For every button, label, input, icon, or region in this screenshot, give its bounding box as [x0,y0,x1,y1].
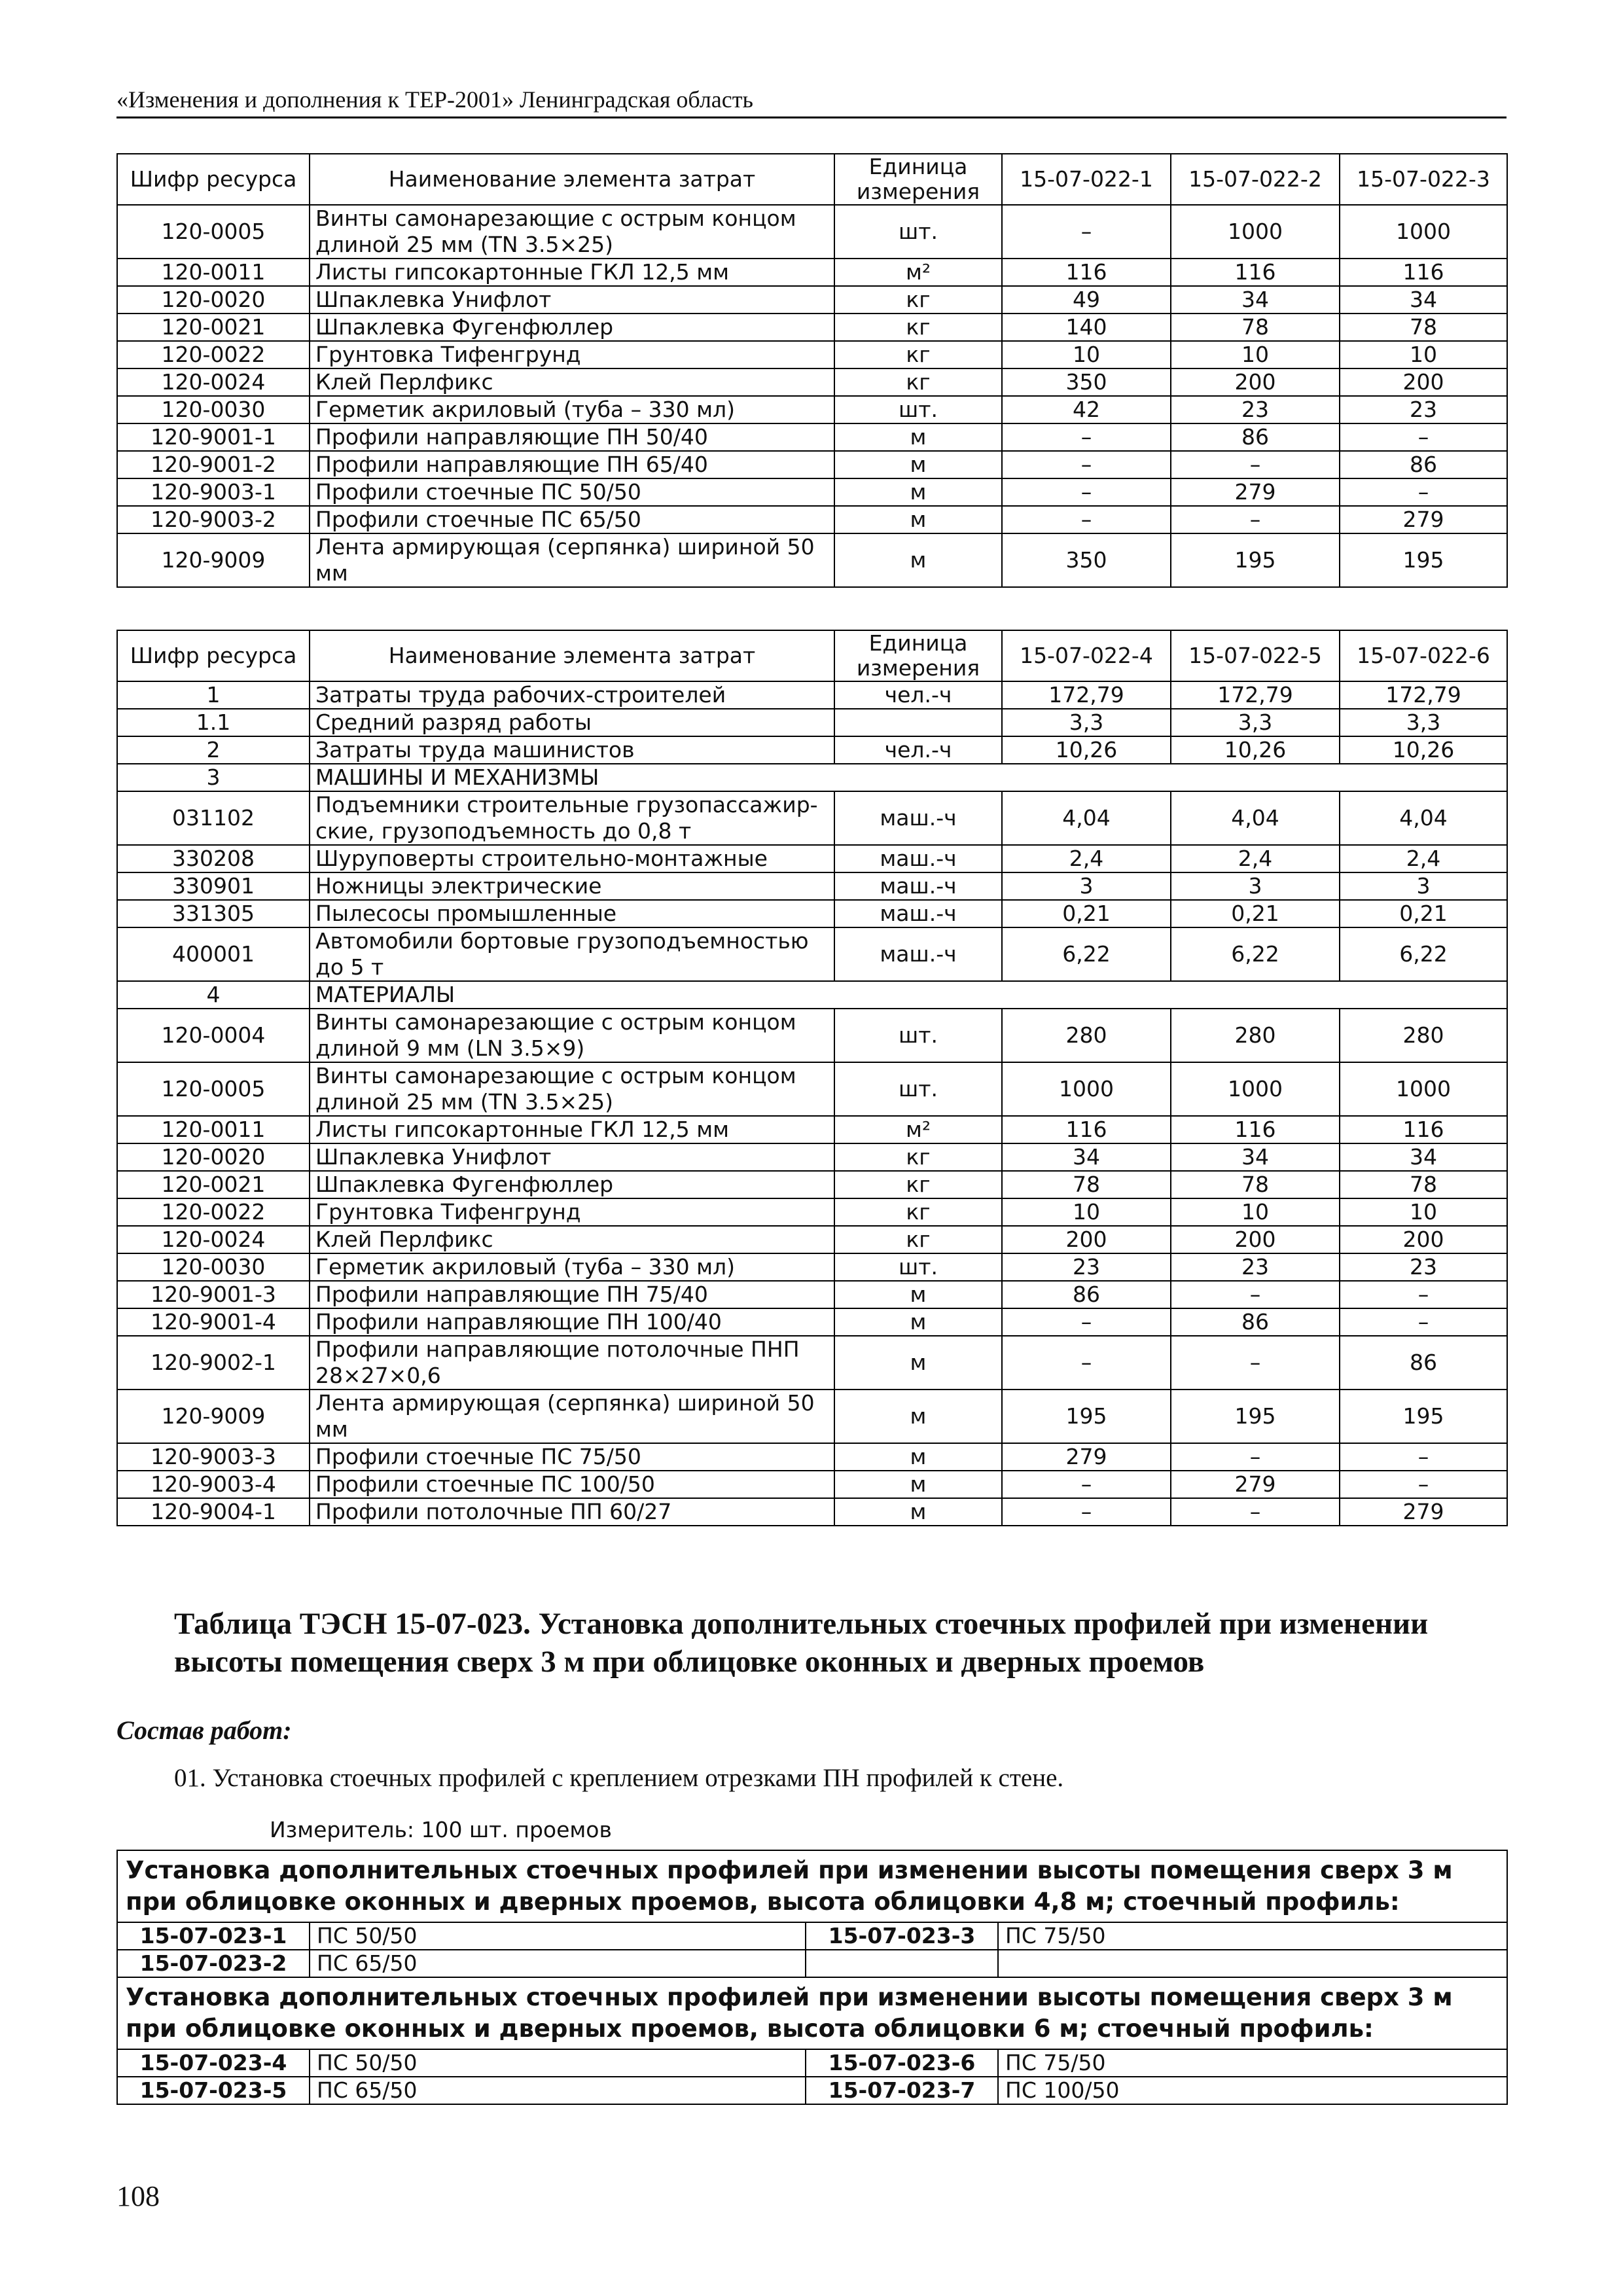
section-heading: МАШИНЫ И МЕХАНИЗМЫ [310,764,1507,791]
table-row [117,681,1507,709]
table-row [117,1390,1507,1443]
resource-code: 1 [117,681,310,709]
value: 49 [1002,286,1171,314]
value: 172,79 [1002,681,1171,709]
column-header: Единица измерения [834,154,1002,205]
profile-name: ПС 50/50 [310,2049,806,2077]
value: 172,79 [1340,681,1507,709]
resource-code: 120-9001-2 [117,451,310,478]
table-row [117,1143,1507,1171]
unit: шт. [834,205,1002,259]
value: 23 [1171,396,1340,423]
table-row [117,1471,1507,1498]
table-row [117,396,1507,423]
value: 3,3 [1171,709,1340,736]
profile-name: ПС 50/50 [310,1922,806,1950]
column-header: 15-07-022-5 [1171,630,1340,681]
value: – [1002,451,1171,478]
value: 34 [1171,286,1340,314]
value: – [1002,423,1171,451]
value: 200 [1002,1226,1171,1253]
unit: м [834,1471,1002,1498]
group-title: Установка дополнительных стоечных профилей при изменении высоты помещения сверх 3 м при облицовке оконных и дверных проемов, высота облицовки 6 м; стоечный профиль: [117,1977,1507,2049]
resource-code: 120-9001-4 [117,1308,310,1336]
value: 3 [1340,872,1507,900]
resource-name: Клей Перлфикс [310,368,834,396]
resource-code: 400001 [117,927,310,981]
resource-code: 120-0030 [117,396,310,423]
value: – [1171,1443,1340,1471]
unit: кг [834,1198,1002,1226]
value: 280 [1002,1009,1171,1062]
norm-code [806,1950,998,1977]
resource-name: Шпаклевка Унифлот [310,1143,834,1171]
value: 140 [1002,314,1171,341]
table-row [117,981,1507,1009]
value: 34 [1002,1143,1171,1171]
value: – [1002,506,1171,533]
value: 279 [1340,1498,1507,1526]
resource-code: 4 [117,981,310,1009]
table-row [117,2077,1507,2104]
resource-name: Ножницы электрические [310,872,834,900]
column-header: Наименование элемента затрат [310,630,834,681]
table-row [117,478,1507,506]
table-row [117,764,1507,791]
resource-code: 330208 [117,845,310,872]
value: 200 [1171,1226,1340,1253]
table-row [117,2049,1507,2077]
resource-name: Шпаклевка Фугенфюллер [310,314,834,341]
value: 3,3 [1340,709,1507,736]
value: 1000 [1171,1062,1340,1116]
unit: м² [834,1116,1002,1143]
value: 2,4 [1002,845,1171,872]
value: 1000 [1171,205,1340,259]
value: 279 [1340,506,1507,533]
norm-code: 15-07-023-7 [806,2077,998,2104]
unit: м [834,1308,1002,1336]
table-row [117,1281,1507,1308]
resource-code: 120-9003-2 [117,506,310,533]
table-row [117,259,1507,286]
resource-name: Винты самонарезающие с острым концом длиной 25 мм (TN 3.5×25) [310,205,834,259]
table-row [117,1922,1507,1950]
value: 200 [1340,368,1507,396]
unit: кг [834,1143,1002,1171]
table-row [117,533,1507,587]
value: 23 [1340,1253,1507,1281]
resource-name: Шпаклевка Фугенфюллер [310,1171,834,1198]
resource-name: Профили направляющие ПН 50/40 [310,423,834,451]
unit: маш.-ч [834,927,1002,981]
value: 78 [1340,1171,1507,1198]
value: 195 [1340,533,1507,587]
resource-name: Профили стоечные ПС 50/50 [310,478,834,506]
resource-code: 3 [117,764,310,791]
value: 6,22 [1340,927,1507,981]
resource-code: 120-0020 [117,286,310,314]
table-row [117,451,1507,478]
unit: кг [834,286,1002,314]
value: 34 [1340,286,1507,314]
unit: шт. [834,1062,1002,1116]
resource-name: Герметик акриловый (туба – 330 мл) [310,396,834,423]
profile-name [998,1950,1507,1977]
resource-name: Затраты труда рабочих-строителей [310,681,834,709]
norm-code: 15-07-023-5 [117,2077,310,2104]
value: 86 [1002,1281,1171,1308]
value: 10 [1340,341,1507,368]
column-header: Шифр ресурса [117,630,310,681]
resource-code: 120-9003-3 [117,1443,310,1471]
table-row [117,709,1507,736]
value: 116 [1340,1116,1507,1143]
table-row [117,368,1507,396]
profile-name: ПС 65/50 [310,1950,806,1977]
table-row [117,872,1507,900]
resource-name: Лента армирующая (серпянка) шириной 50 мм [310,1390,834,1443]
value: 279 [1002,1443,1171,1471]
table-row [117,845,1507,872]
value: 78 [1002,1171,1171,1198]
norm-code: 15-07-023-4 [117,2049,310,2077]
resource-code: 120-0021 [117,1171,310,1198]
resource-name: Листы гипсокартонные ГКЛ 12,5 мм [310,1116,834,1143]
resource-code: 120-9002-1 [117,1336,310,1390]
value: 280 [1340,1009,1507,1062]
column-header: 15-07-022-4 [1002,630,1171,681]
table-row [117,423,1507,451]
resource-code: 120-0030 [117,1253,310,1281]
resource-name: Профили направляющие ПН 75/40 [310,1281,834,1308]
value: 4,04 [1171,791,1340,845]
value: 78 [1171,314,1340,341]
value: 6,22 [1171,927,1340,981]
unit: чел.-ч [834,681,1002,709]
value: – [1002,1471,1171,1498]
value: 78 [1171,1171,1340,1198]
unit: кг [834,1171,1002,1198]
value: 10 [1340,1198,1507,1226]
norm-code: 15-07-023-2 [117,1950,310,1977]
resource-name: Профили стоечные ПС 65/50 [310,506,834,533]
page-header: «Изменения и дополнения к ТЕР-2001» Ленинградская область [116,85,1507,118]
value: 10 [1002,341,1171,368]
table-row [117,1226,1507,1253]
value: 10,26 [1002,736,1171,764]
table-row [117,286,1507,314]
value: 116 [1171,1116,1340,1143]
table-row [117,1498,1507,1526]
group-title: Установка дополнительных стоечных профилей при изменении высоты помещения сверх 3 м при облицовке оконных и дверных проемов, высота облицовки 4,8 м; стоечный профиль: [117,1850,1507,1922]
table-row [117,1009,1507,1062]
value: 10 [1002,1198,1171,1226]
value: 3 [1171,872,1340,900]
unit: м [834,478,1002,506]
value: 42 [1002,396,1171,423]
column-header: 15-07-022-3 [1340,154,1507,205]
value: 350 [1002,533,1171,587]
value: 279 [1171,1471,1340,1498]
resource-code: 120-0020 [117,1143,310,1171]
resource-code: 120-9004-1 [117,1498,310,1526]
value: – [1171,1498,1340,1526]
resource-code: 120-9003-1 [117,478,310,506]
resource-code: 120-0024 [117,368,310,396]
resource-name: Профили направляющие ПН 100/40 [310,1308,834,1336]
resource-code: 120-9001-1 [117,423,310,451]
norm-code: 15-07-023-6 [806,2049,998,2077]
value: 200 [1171,368,1340,396]
rates-table-023 [116,1850,1508,2105]
column-header: Шифр ресурса [117,154,310,205]
value: 10,26 [1171,736,1340,764]
resource-table-022-4-6 [116,630,1508,1526]
value: 3 [1002,872,1171,900]
table-row [117,1198,1507,1226]
value: – [1002,1498,1171,1526]
value: – [1171,506,1340,533]
unit: кг [834,1226,1002,1253]
resource-name: Винты самонарезающие с острым концом длиной 25 мм (TN 3.5×25) [310,1062,834,1116]
resource-name: Винты самонарезающие с острым концом длиной 9 мм (LN 3.5×9) [310,1009,834,1062]
resource-code: 1.1 [117,709,310,736]
work-composition-label: Состав работ: [116,1715,292,1745]
table-row [117,314,1507,341]
value: 10 [1171,341,1340,368]
value: 195 [1171,533,1340,587]
unit: м [834,423,1002,451]
table-title: Таблица ТЭСН 15-07-023. Установка дополнительных стоечных профилей при изменении высоты помещения сверх 3 м при облицовке оконных и дверных проемов [174,1607,1429,1679]
resource-name: Листы гипсокартонные ГКЛ 12,5 мм [310,259,834,286]
unit: м [834,1390,1002,1443]
value: 279 [1171,478,1340,506]
resource-table-022-1-3 [116,153,1508,588]
value: 1000 [1002,1062,1171,1116]
value: 4,04 [1340,791,1507,845]
value: 4,04 [1002,791,1171,845]
value: 1000 [1340,205,1507,259]
unit: кг [834,368,1002,396]
resource-name: Профили стоечные ПС 100/50 [310,1471,834,1498]
resource-code: 330901 [117,872,310,900]
value: 86 [1340,1336,1507,1390]
unit: шт. [834,1009,1002,1062]
value: 23 [1002,1253,1171,1281]
resource-code: 120-0021 [117,314,310,341]
value: 34 [1171,1143,1340,1171]
table-row [117,1116,1507,1143]
column-header: 15-07-022-2 [1171,154,1340,205]
resource-name: Герметик акриловый (туба – 330 мл) [310,1253,834,1281]
section-heading: МАТЕРИАЛЫ [310,981,1507,1009]
unit: м [834,451,1002,478]
value: 86 [1171,423,1340,451]
table-row [117,341,1507,368]
profile-name: ПС 100/50 [998,2077,1507,2104]
value: – [1340,1471,1507,1498]
profile-name: ПС 75/50 [998,1922,1507,1950]
unit: маш.-ч [834,845,1002,872]
table-row [117,1336,1507,1390]
norm-code: 15-07-023-3 [806,1922,998,1950]
value: 116 [1171,259,1340,286]
value: 200 [1340,1226,1507,1253]
value: 116 [1002,259,1171,286]
resource-code: 120-9003-4 [117,1471,310,1498]
table-row [117,900,1507,927]
table-row [117,791,1507,845]
resource-code: 2 [117,736,310,764]
unit: м [834,1336,1002,1390]
value: 0,21 [1171,900,1340,927]
resource-name: Шуруповерты строительно-монтажные [310,845,834,872]
value: 34 [1340,1143,1507,1171]
value: 23 [1171,1253,1340,1281]
value: 10 [1171,1198,1340,1226]
table-row [117,506,1507,533]
profile-name: ПС 65/50 [310,2077,806,2104]
resource-code: 120-0005 [117,205,310,259]
resource-name: Затраты труда машинистов [310,736,834,764]
resource-name: Профили направляющие ПН 65/40 [310,451,834,478]
value: 2,4 [1171,845,1340,872]
table-row [117,1171,1507,1198]
value: – [1340,1308,1507,1336]
resource-code: 120-0004 [117,1009,310,1062]
column-header: Наименование элемента затрат [310,154,834,205]
value: – [1002,1308,1171,1336]
table-row [117,205,1507,259]
value: – [1340,423,1507,451]
resource-name: Средний разряд работы [310,709,834,736]
resource-code: 120-9001-3 [117,1281,310,1308]
value: 6,22 [1002,927,1171,981]
unit: кг [834,341,1002,368]
value: 195 [1171,1390,1340,1443]
norm-code: 15-07-023-1 [117,1922,310,1950]
value: – [1002,205,1171,259]
value: 23 [1340,396,1507,423]
unit [834,709,1002,736]
unit: м [834,1443,1002,1471]
value: 78 [1340,314,1507,341]
resource-name: Лента армирующая (серпянка) шириной 50 мм [310,533,834,587]
value: – [1340,478,1507,506]
value: 0,21 [1002,900,1171,927]
unit: маш.-ч [834,900,1002,927]
resource-name: Профили стоечные ПС 75/50 [310,1443,834,1471]
column-header: 15-07-022-1 [1002,154,1171,205]
table-row [117,736,1507,764]
resource-code: 120-9009 [117,533,310,587]
resource-code: 331305 [117,900,310,927]
resource-code: 120-0005 [117,1062,310,1116]
unit: шт. [834,1253,1002,1281]
header-row [117,154,1507,205]
unit: м [834,1281,1002,1308]
page-number: 108 [116,2180,160,2212]
group-row [117,1850,1507,1922]
resource-code: 031102 [117,791,310,845]
resource-name: Клей Перлфикс [310,1226,834,1253]
resource-name: Профили направляющие потолочные ПНП 28×27×0,6 [310,1336,834,1390]
value: – [1340,1281,1507,1308]
resource-name: Профили потолочные ПП 60/27 [310,1498,834,1526]
resource-code: 120-0011 [117,259,310,286]
value: 0,21 [1340,900,1507,927]
table-row [117,1062,1507,1116]
unit: маш.-ч [834,872,1002,900]
table-row [117,1950,1507,1977]
value: 116 [1002,1116,1171,1143]
resource-name: Грунтовка Тифенгрунд [310,341,834,368]
group-row [117,1977,1507,2049]
work-composition-item: 01. Установка стоечных профилей с креплением отрезками ПН профилей к стене. [174,1764,1064,1792]
value: 195 [1340,1390,1507,1443]
value: 350 [1002,368,1171,396]
value: 86 [1340,451,1507,478]
measure-unit: Измеритель: 100 шт. проемов [270,1817,612,1842]
unit: м [834,533,1002,587]
value: 116 [1340,259,1507,286]
value: – [1340,1443,1507,1471]
unit: маш.-ч [834,791,1002,845]
header-row [117,630,1507,681]
table-row [117,1443,1507,1471]
unit: м [834,1498,1002,1526]
value: 280 [1171,1009,1340,1062]
table-row [117,927,1507,981]
profile-name: ПС 75/50 [998,2049,1507,2077]
value: 195 [1002,1390,1171,1443]
value: 172,79 [1171,681,1340,709]
value: – [1002,1336,1171,1390]
unit: м² [834,259,1002,286]
value: 2,4 [1340,845,1507,872]
resource-code: 120-0022 [117,341,310,368]
value: 1000 [1340,1062,1507,1116]
value: – [1171,1336,1340,1390]
resource-name: Автомобили бортовые грузоподъемностью до 5 т [310,927,834,981]
table-row [117,1308,1507,1336]
resource-name: Грунтовка Тифенгрунд [310,1198,834,1226]
resource-name: Пылесосы промышленные [310,900,834,927]
resource-name: Шпаклевка Унифлот [310,286,834,314]
value: – [1002,478,1171,506]
unit: кг [834,314,1002,341]
value: 86 [1171,1308,1340,1336]
unit: м [834,506,1002,533]
column-header: Единица измерения [834,630,1002,681]
unit: чел.-ч [834,736,1002,764]
column-header: 15-07-022-6 [1340,630,1507,681]
value: 3,3 [1002,709,1171,736]
resource-code: 120-0022 [117,1198,310,1226]
resource-code: 120-0024 [117,1226,310,1253]
value: 10,26 [1340,736,1507,764]
value: – [1171,451,1340,478]
value: – [1171,1281,1340,1308]
table-row [117,1253,1507,1281]
resource-code: 120-9009 [117,1390,310,1443]
resource-name: Подъемники строительные грузопассажир-ские, грузоподъемность до 0,8 т [310,791,834,845]
resource-code: 120-0011 [117,1116,310,1143]
unit: шт. [834,396,1002,423]
